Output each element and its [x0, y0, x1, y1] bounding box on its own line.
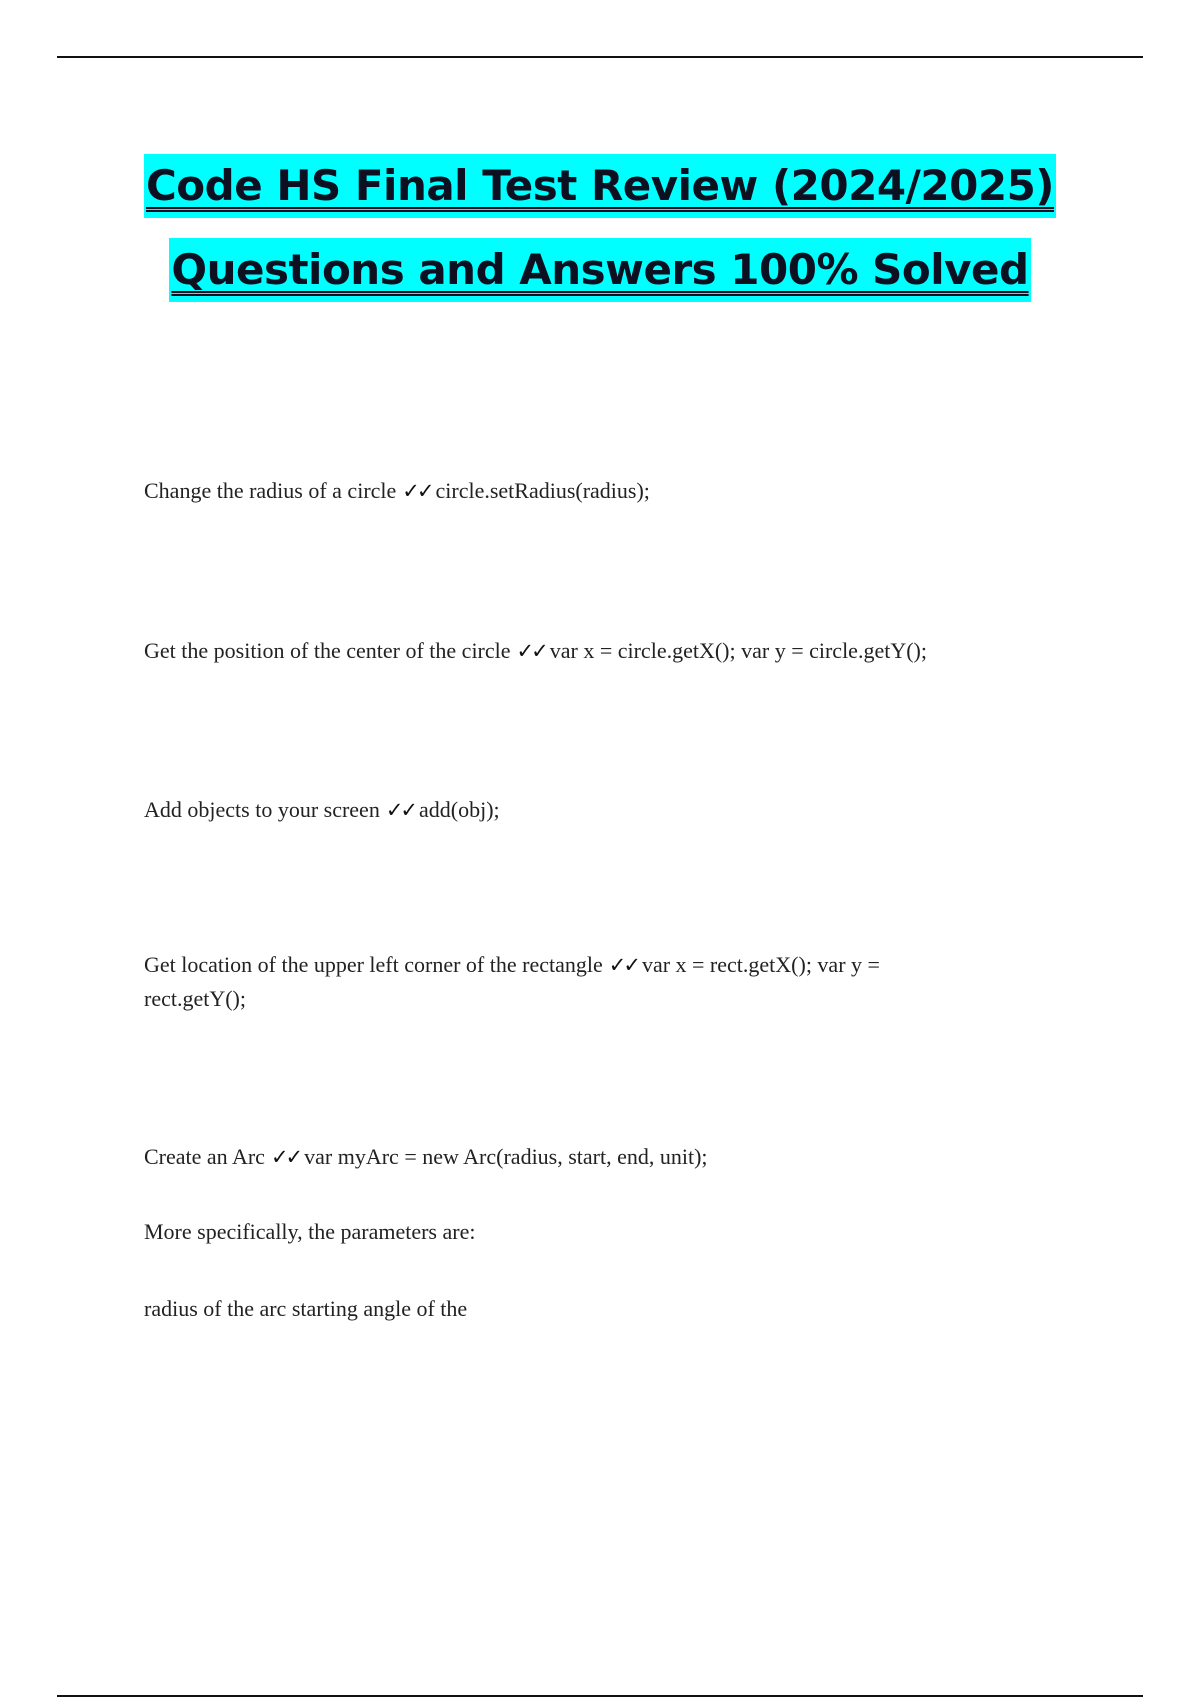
header-rule	[57, 56, 1143, 58]
footer-rule	[57, 1695, 1143, 1697]
body-paragraph: radius of the arc starting angle of the	[144, 1296, 468, 1321]
qa-item	[144, 474, 1024, 508]
answer-text: add(obj);	[419, 797, 500, 822]
double-check-icon: ✓✓	[385, 798, 416, 822]
double-check-icon: ✓✓	[270, 1145, 301, 1169]
question-text: Create an Arc	[144, 1144, 265, 1169]
qa-item	[144, 1140, 1024, 1174]
title-line-2: Questions and Answers 100% Solved	[169, 238, 1030, 302]
double-check-icon: ✓✓	[608, 953, 638, 977]
answer-text: circle.setRadius(radius);	[435, 478, 650, 503]
qa-item	[144, 634, 1024, 668]
question-text: Get the position of the center of the circle	[144, 638, 511, 663]
answer-text: var x = rect.getX(); var y = rect.getY();	[144, 952, 880, 1011]
double-check-icon: ✓✓	[402, 479, 432, 503]
qa-item	[144, 948, 984, 1015]
double-check-icon: ✓✓	[516, 639, 546, 663]
question-text: Change the radius of a circle	[144, 478, 397, 503]
question-text: Get location of the upper left corner of the rectangle	[144, 952, 603, 977]
body-paragraph: More specifically, the parameters are:	[144, 1219, 476, 1244]
title-line-1: Code HS Final Test Review (2024/2025)	[144, 154, 1056, 218]
answer-text: var x = circle.getX(); var y = circle.getY();	[549, 638, 927, 663]
question-text: Add objects to your screen	[144, 797, 380, 822]
document-title	[0, 148, 1200, 316]
qa-item	[144, 793, 1024, 827]
answer-text: var myArc = new Arc(radius, start, end, unit);	[304, 1144, 708, 1169]
